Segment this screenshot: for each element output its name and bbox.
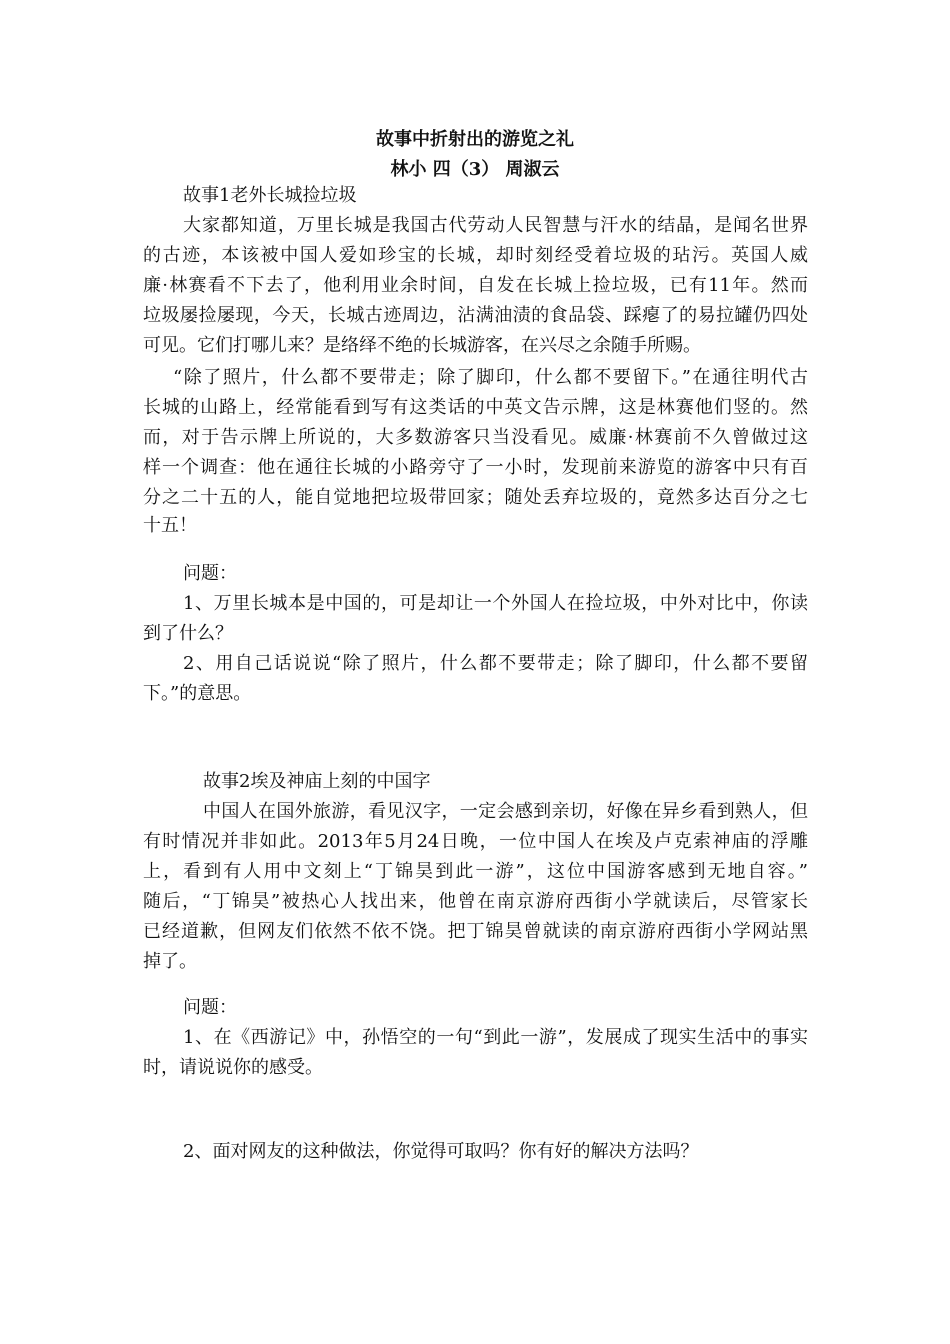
story1-question-2-cont: 下。”的意思。 xyxy=(143,683,252,704)
story1-para2-line: 而，对于告示牌上所说的，大多数游客只当没看见。威廉·林赛前不久曾做过这 xyxy=(143,427,808,448)
story2-para1-line: 随后，“丁锦昊”被热心人找出来，他曾在南京游府西街小学就读后，尽管家长 xyxy=(143,891,808,912)
story2-question-2: 2、面对网友的这种做法，你觉得可取吗？你有好的解决方法吗？ xyxy=(183,1141,699,1162)
story1-questions-label: 问题： xyxy=(183,563,237,584)
story1-para2-line: 长城的山路上，经常能看到写有这类话的中英文告示牌，这是林赛他们竖的。然 xyxy=(143,397,808,418)
story1-para1-line: 垃圾屡捡屡现，今天，长城古迹周边，沾满油渍的食品袋、踩瘪了的易拉罐仍四处 xyxy=(143,305,808,326)
story1-para2-line: “除了照片，什么都不要带走；除了脚印，什么都不要留下。”在通往明代古 xyxy=(173,367,808,388)
story1-question-2: 2、用自己话说说“除了照片，什么都不要带走；除了脚印，什么都不要留 xyxy=(183,653,808,674)
story2-para1-line: 掉了。 xyxy=(143,951,197,972)
story1-para1-line: 的古迹，本该被中国人爱如珍宝的长城，却时刻经受着垃圾的玷污。英国人威 xyxy=(143,245,808,266)
story2-para1-line: 上，看到有人用中文刻上“丁锦昊到此一游”，这位中国游客感到无地自容。” xyxy=(143,861,808,882)
story2-question-1-cont: 时，请说说你的感受。 xyxy=(143,1057,323,1078)
story1-para2-line: 样一个调查：他在通往长城的小路旁守了一小时，发现前来游览的游客中只有百 xyxy=(143,457,808,478)
story2-para1-line: 已经道歉，但网友们依然不依不饶。把丁锦昊曾就读的南京游府西街小学网站黑 xyxy=(143,921,808,942)
story1-para2-line: 分之二十五的人，能自觉地把垃圾带回家；随处丢弃垃圾的，竟然多达百分之七 xyxy=(143,487,808,508)
story2-questions-label: 问题： xyxy=(183,997,237,1018)
story1-para1-line: 可见。它们打哪儿来？是络绎不绝的长城游客，在兴尽之余随手所赐。 xyxy=(143,335,701,356)
story2-heading: 故事2埃及神庙上刻的中国字 xyxy=(203,771,431,792)
story1-para2-line: 十五！ xyxy=(143,515,197,536)
story2-para1-line: 有时情况并非如此。2013年5月24日晚，一位中国人在埃及卢克索神庙的浮雕 xyxy=(143,831,808,852)
author-byline: 林小 四（3） 周淑云 xyxy=(390,159,560,180)
story1-question-1-cont: 到了什么？ xyxy=(143,623,233,644)
story1-para1-line: 大家都知道，万里长城是我国古代劳动人民智慧与汗水的结晶，是闻名世界 xyxy=(183,215,808,236)
story1-para1-line: 廉·林赛看不下去了，他利用业余时间，自发在长城上捡垃圾，已有11年。然而 xyxy=(143,275,808,296)
story2-question-1: 1、在《西游记》中，孙悟空的一句“到此一游”，发展成了现实生活中的事实 xyxy=(183,1027,808,1048)
document-title: 故事中折射出的游览之礼 xyxy=(376,129,574,150)
story1-question-1: 1、万里长城本是中国的，可是却让一个外国人在捡垃圾，中外对比中，你读 xyxy=(183,593,808,614)
story2-para1-line: 中国人在国外旅游，看见汉字，一定会感到亲切，好像在异乡看到熟人，但 xyxy=(203,801,808,822)
story1-heading: 故事1老外长城捡垃圾 xyxy=(183,185,357,206)
